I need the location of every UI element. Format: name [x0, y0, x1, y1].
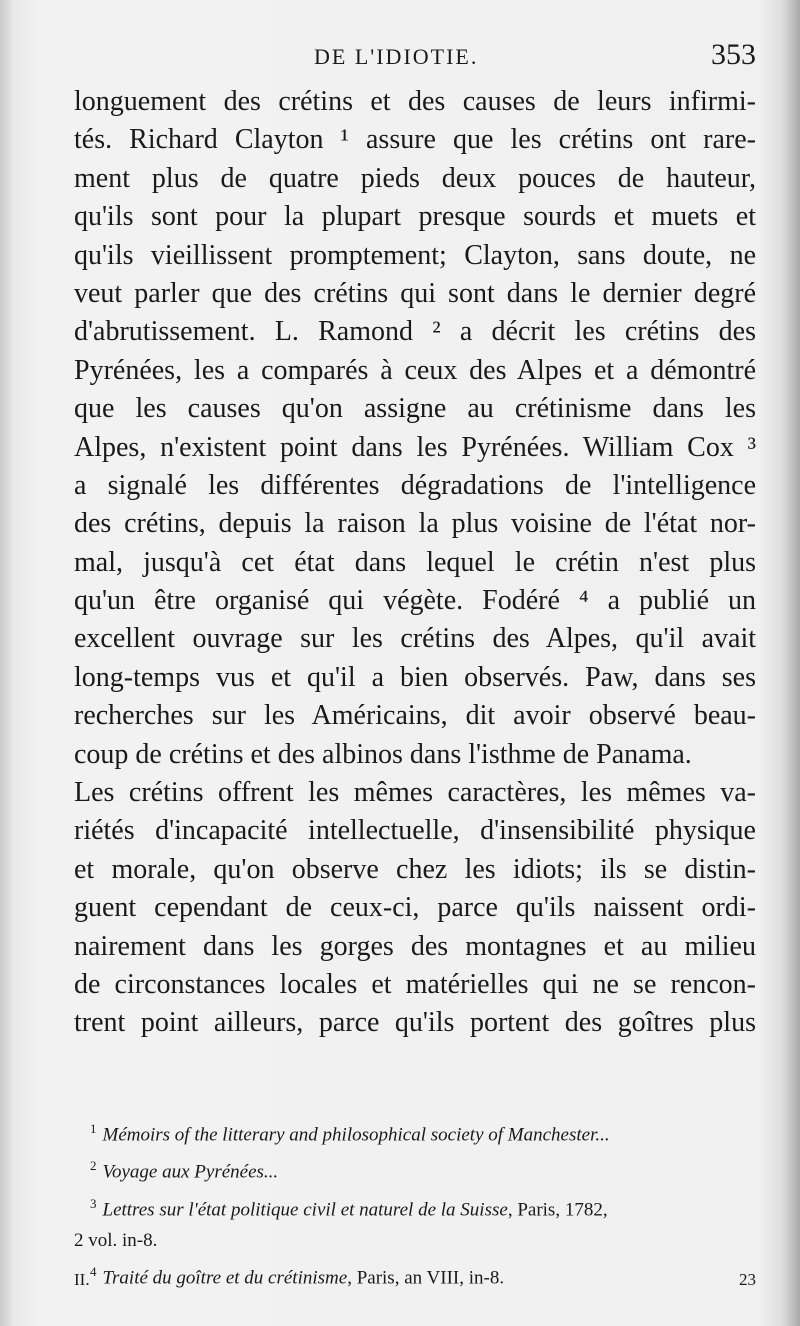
text-line: Pyrénées, les a comparés à ceux des Alpes et a démontré	[74, 354, 756, 386]
text-line: qu'ils vieillissent promptement; Clayton, sans doute, ne	[74, 239, 756, 271]
footnote-number: 4	[90, 1263, 97, 1279]
signature-gathering: 23	[739, 1270, 756, 1289]
footnote	[74, 1256, 760, 1293]
text-line: de circonstances locales et matérielles qui ne se rencon-	[74, 968, 756, 1000]
text-line: Alpes, n'existent point dans les Pyrénées. William Cox ³	[74, 431, 756, 463]
footnote-rest: , Paris, an VIII, in-8.	[347, 1267, 505, 1289]
page-number: 353	[711, 38, 756, 71]
signature-volume: II.	[74, 1270, 90, 1289]
text-line: longuement des crétins et des causes de leurs infirmi-	[74, 86, 756, 117]
text-line: veut parler que des crétins qui sont dans le dernier degré	[74, 277, 756, 309]
text-line: Les crétins offrent les mêmes caractères, les mêmes va-	[74, 777, 756, 809]
text-line: coup de crétins et des albinos dans l'isthme de Panama.	[74, 738, 692, 770]
footnote-rest: 2 vol. in-8.	[74, 1229, 158, 1251]
page-header	[76, 38, 756, 78]
footnote-rest: , Paris, 1782,	[507, 1198, 608, 1220]
footnote-number: 3	[90, 1195, 97, 1211]
text-line: mal, jusqu'à cet état dans lequel le crétin n'est plus	[74, 546, 756, 578]
text-line: trent point ailleurs, parce qu'ils portent des goîtres plus	[74, 1007, 756, 1039]
footnotes	[74, 1113, 760, 1293]
footnote	[74, 1113, 760, 1150]
text-line: que les causes qu'on assigne au crétinisme dans les	[74, 393, 756, 425]
text-line: riétés d'incapacité intellectuelle, d'insensibilité physique	[74, 815, 756, 847]
text-line: long-temps vus et qu'il a bien observés. Paw, dans ses	[74, 661, 756, 693]
footnote-title: Mémoirs of the litterary and philosophical society of Manchester...	[102, 1124, 610, 1146]
text-line: excellent ouvrage sur les crétins des Alpes, qu'il avait	[74, 623, 756, 655]
text-line: guent cependant de ceux-ci, parce qu'ils naissent ordi-	[74, 892, 756, 924]
text-line: et morale, qu'on observe chez les idiots; ils se distin-	[74, 853, 756, 885]
footnote	[74, 1188, 760, 1225]
text-line: des crétins, depuis la raison la plus voisine de l'état nor-	[74, 508, 756, 540]
body-text	[74, 83, 756, 1043]
text-line: qu'ils sont pour la plupart presque sourds et muets et	[74, 201, 756, 233]
footnote	[74, 1150, 760, 1187]
footnote-number: 1	[90, 1121, 97, 1136]
text-line: a signalé les différentes dégradations de l'intelligence	[74, 469, 756, 501]
footnote-title: Lettres sur l'état politique civil et naturel de la Suisse	[102, 1198, 508, 1220]
footnote-continuation	[74, 1225, 760, 1256]
text-line: recherches sur les Américains, dit avoir observé beau-	[74, 700, 756, 732]
text-line: nairement dans les gorges des montagnes et au milieu	[74, 930, 756, 962]
text-line: d'abrutissement. L. Ramond ² a décrit les crétins des	[74, 316, 756, 348]
text-line: qu'un être organisé qui végète. Fodéré ⁴ a publié un	[74, 585, 756, 617]
text-line: ment plus de quatre pieds deux pouces de hauteur,	[74, 162, 756, 194]
footnote-title: Traité du goître et du crétinisme	[102, 1267, 348, 1289]
text-line: tés. Richard Clayton ¹ assure que les crétins ont rare-	[74, 124, 756, 156]
page-edge-shadow	[782, 0, 800, 1326]
footnote-number: 2	[90, 1158, 97, 1174]
footnote-title: Voyage aux Pyrénées...	[102, 1161, 279, 1183]
running-head: DE L'IDIOTIE.	[314, 44, 479, 69]
